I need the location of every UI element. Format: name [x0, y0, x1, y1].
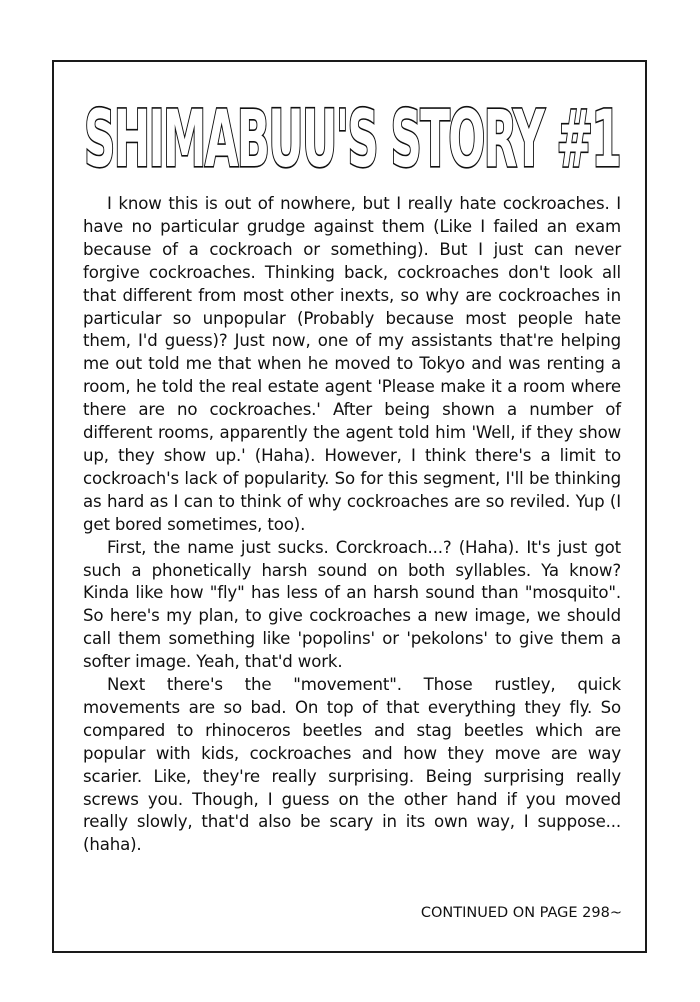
page-title-text: SHIMABUU'S STORY #1: [84, 96, 620, 176]
paragraph-2: First, the name just sucks. Corckroach...? (Haha). It's just got such a phonetically harsh sound on both syllables. Ya know? Kinda like how "fly" has less of an harsh sound than "mosquito". So here's my plan, to give cockroaches a new image, we should call them something like 'popolins' or 'pekolons' to give them a softer image. Yeah, that'd work.: [83, 537, 621, 672]
paragraph-3: Next there's the "movement". Those rustley, quick movements are so bad. On top of that everything they fly. So compared to rhinoceros beetles and stag beetles which are popular with kids, cockroaches and how they move are way scarier. Like, they're really surprising. Being surprising really screws you. Though, I guess on the other hand if you moved really slowly, that'd also be scary in its own way, I suppose... (haha).: [83, 675, 621, 855]
page-title: [82, 96, 622, 174]
paragraph-1: I know this is out of nowhere, but I really hate cockroaches. I have no particular grudge against them (Like I failed an exam because of a cockroach or something). But I just can never forgive cockroaches. Thinking back, cockroaches don't look all that different from most other inexts, so why are cockroaches in particular so unpopular (Probably because most people hate them, I'd guess)? Just now, one of my assistants that're helping me out told me that when he moved to Tokyo and was renting a room, he told the real estate agent 'Please make it a room where there are no cockroaches.' After being shown a number of different rooms, apparently the agent told him 'Well, if they show up, they show up.' (Haha). However, I think there's a limit to cockroach's lack of popularity. So for this segment, I'll be thinking as hard as I can to think of why cockroaches are so reviled. Yup (I get bored sometimes, too).: [83, 194, 621, 534]
continued-note: CONTINUED ON PAGE 298~: [420, 905, 622, 921]
story-text: [83, 193, 621, 857]
